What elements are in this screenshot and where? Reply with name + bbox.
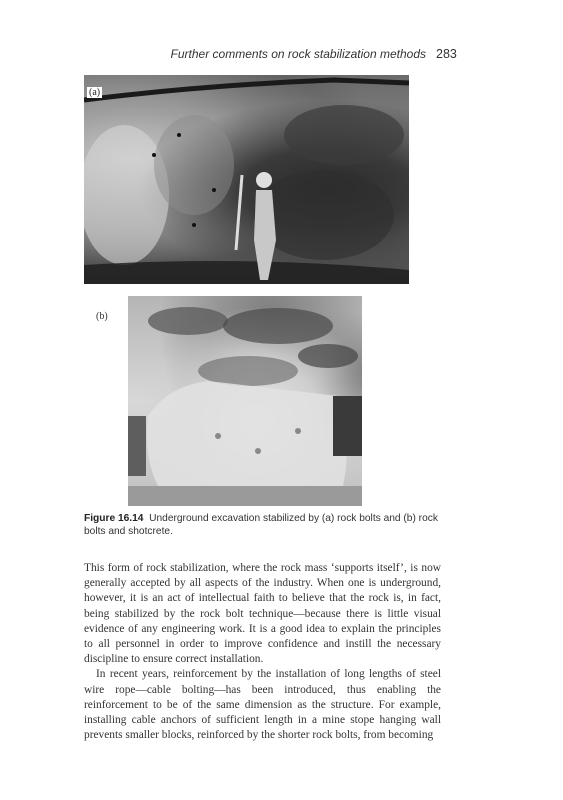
photo-shotcrete xyxy=(128,296,362,506)
running-header: Further comments on rock stabilization methods xyxy=(170,47,426,61)
caption-number: Figure 16.14 xyxy=(84,513,144,524)
page-number: 283 xyxy=(436,47,457,61)
paragraph: This form of rock stabilization, where the rock mass ‘supports itself’, is now generally accepted by all aspects of the industry. When one is underground, however, it is an act of intellectual faith to believe that the rock is, in fact, being stabilized by the rock bolt technique—because there is little visual evidence of any engineering work. It is a good idea to explain the principles to all personnel in order to improve confidence and instill the necessary discipline to ensure correct installation. xyxy=(84,562,441,666)
paragraph: In recent years, reinforcement by the installation of long lengths of steel wire rope—cable bolting—has been introduced, thus enabling the reinforcement to be of the same dimension as the structure. For example, installing cable anchors of sufficient length in a mine stope hanging wall prevents smaller blocks, reinforced by the shorter rock bolts, from becoming xyxy=(84,668,441,742)
photo-a-illustration xyxy=(84,75,409,284)
photo-b-illustration xyxy=(128,296,362,506)
figure-caption xyxy=(84,512,448,538)
body-text xyxy=(84,561,441,743)
photo-rock-bolts xyxy=(84,75,409,284)
caption-text: Underground excavation stabilized by (a) rock bolts and (b) rock bolts and shotcrete. xyxy=(84,513,438,537)
panel-b-label: (b) xyxy=(96,311,108,322)
panel-a-label: (a) xyxy=(89,87,101,98)
